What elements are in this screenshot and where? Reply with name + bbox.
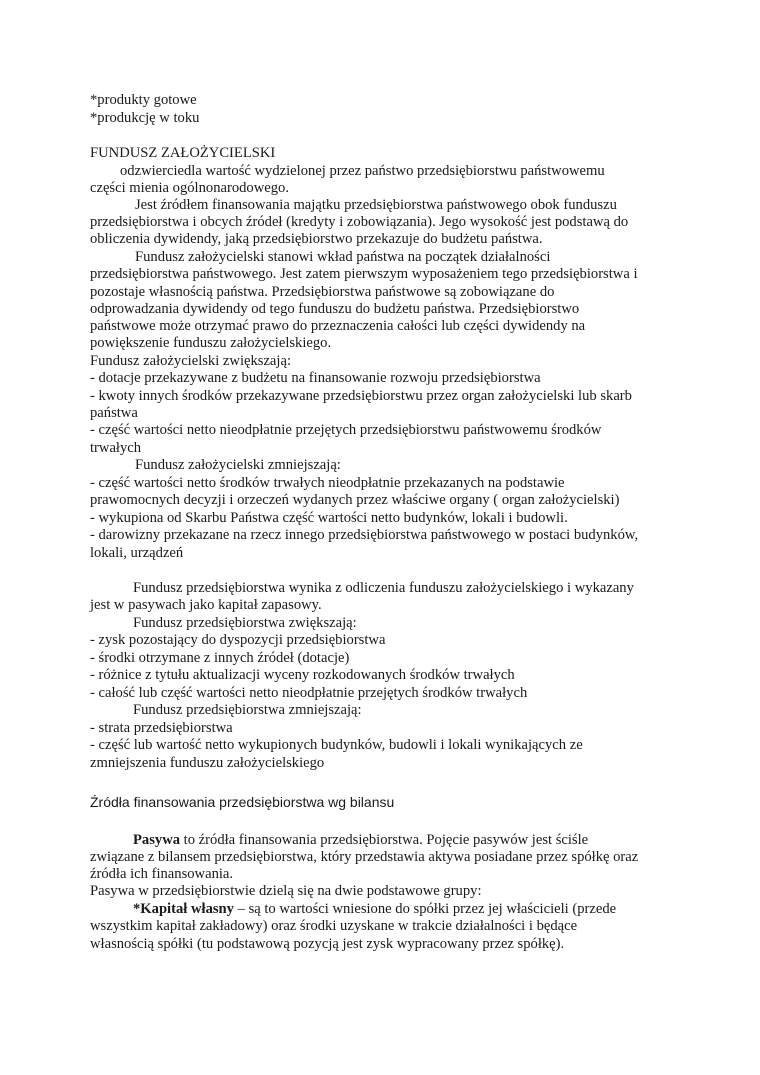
paragraph-line: Jest źródłem finansowania majątku przedsiębiorstwa państwowego obok funduszu: [135, 197, 617, 213]
list-item: - strata przedsiębiorstwa: [90, 720, 233, 736]
list-item: - kwoty innych środków przekazywane przedsiębiorstwu przez organ założycielski lub skarb: [90, 388, 632, 404]
paragraph-line: powiększenie funduszu założycielskiego.: [90, 335, 332, 351]
kapital-term: *Kapitał własny: [133, 901, 234, 917]
list-item: lokali, urządzeń: [90, 545, 184, 561]
list-item: - dotacje przekazywane z budżetu na finansowanie rozwoju przedsiębiorstwa: [90, 370, 541, 386]
list-heading: Fundusz przedsiębiorstwa zmniejszają:: [133, 702, 362, 718]
list-item: - część wartości netto nieodpłatnie przejętych przedsiębiorstwu państwowemu środków: [90, 422, 602, 438]
paragraph-line: Pasywa w przedsiębiorstwie dzielą się na dwie podstawowe grupy:: [90, 883, 482, 899]
paragraph-line: części mienia ogólnonarodowego.: [90, 180, 289, 196]
list-item: - darowizny przekazane na rzecz innego przedsiębiorstwa państwowego w postaci budynków,: [90, 527, 639, 543]
paragraph-line: [133, 832, 588, 849]
paragraph-text: – są to wartości wniesione do spółki przez jej właścicieli (przede: [233, 901, 617, 917]
paragraph-line: Fundusz założycielski stanowi wkład państwa na początek działalności: [135, 249, 551, 265]
list-item: - zysk pozostający do dyspozycji przedsiębiorstwa: [90, 632, 386, 648]
list-item: - całość lub część wartości netto nieodpłatnie przejętych środków trwałych: [90, 685, 528, 701]
paragraph-line: obliczenia dywidendy, jaką przedsiębiorstwo przekazuje do budżetu państwa.: [90, 231, 543, 247]
list-item: - wykupiona od Skarbu Państwa część wartości netto budynków, lokali i budowli.: [90, 510, 568, 526]
list-item: państwa: [90, 405, 138, 421]
paragraph-line: źródła ich finansowania.: [90, 866, 234, 882]
paragraph-line: odzwierciedla wartość wydzielonej przez państwo przedsiębiorstwu państwowemu: [120, 163, 605, 179]
paragraph-line: związane z bilansem przedsiębiorstwa, który przedstawia aktywa posiadane przez spółkę oraz: [90, 849, 639, 865]
pasywa-term: Pasywa: [133, 832, 181, 848]
paragraph-line: [133, 901, 616, 918]
paragraph-line: Fundusz przedsiębiorstwa wynika z odliczenia funduszu założycielskiego i wykazany: [133, 580, 634, 596]
paragraph-text: to źródła finansowania przedsiębiorstwa. Pojęcie pasywów jest ściśle: [180, 832, 589, 848]
list-item: trwałych: [90, 440, 142, 456]
list-item: - część lub wartość netto wykupionych budynków, budowli i lokali wynikających ze: [90, 737, 583, 753]
list-item: zmniejszenia funduszu założycielskiego: [90, 755, 325, 771]
paragraph-line: państwowe może otrzymać prawo do przeznaczenia całości lub części dywidendy na: [90, 318, 586, 334]
paragraph-line: odprowadzania dywidendy od tego funduszu do budżetu państwa. Przedsiębiorstwo: [90, 301, 580, 317]
paragraph-line: pozostaje własnością państwa. Przedsiębiorstwa państwowe są zobowiązane do: [90, 284, 555, 300]
list-heading: Fundusz założycielski zmniejszają:: [135, 457, 341, 473]
section-heading: Źródła finansowania przedsiębiorstwa wg bilansu: [90, 794, 395, 810]
list-heading: Fundusz założycielski zwiększają:: [90, 353, 291, 369]
list-heading: Fundusz przedsiębiorstwa zwiększają:: [133, 615, 357, 631]
list-item: - środki otrzymane z innych źródeł (dotacje): [90, 650, 350, 666]
paragraph-line: przedsiębiorstwa państwowego. Jest zatem pierwszym wyposażeniem tego przedsiębiorstwa i: [90, 266, 638, 282]
paragraph-line: własnością spółki (tu podstawową pozycją jest zysk wypracowany przez spółkę).: [90, 936, 565, 952]
section-heading: FUNDUSZ ZAŁOŻYCIELSKI: [90, 145, 276, 161]
paragraph-line: jest w pasywach jako kapitał zapasowy.: [90, 597, 322, 613]
paragraph-line: wszystkim kapitał zakładowy) oraz środki uzyskane w trakcie działalności i będące: [90, 918, 578, 934]
list-item: *produkty gotowe: [90, 92, 197, 108]
list-item: - część wartości netto środków trwałych nieodpłatnie przekazanych na podstawie: [90, 475, 565, 491]
list-item: prawomocnych decyzji i orzeczeń wydanych przez właściwe organy ( organ założycielski): [90, 492, 620, 508]
paragraph-line: przedsiębiorstwa i obcych źródeł (kredyty i zobowiązania). Jego wysokość jest podstawą do: [90, 214, 629, 230]
list-item: - różnice z tytułu aktualizacji wyceny rozkodowanych środków trwałych: [90, 667, 515, 683]
list-item: *produkcję w toku: [90, 110, 200, 126]
